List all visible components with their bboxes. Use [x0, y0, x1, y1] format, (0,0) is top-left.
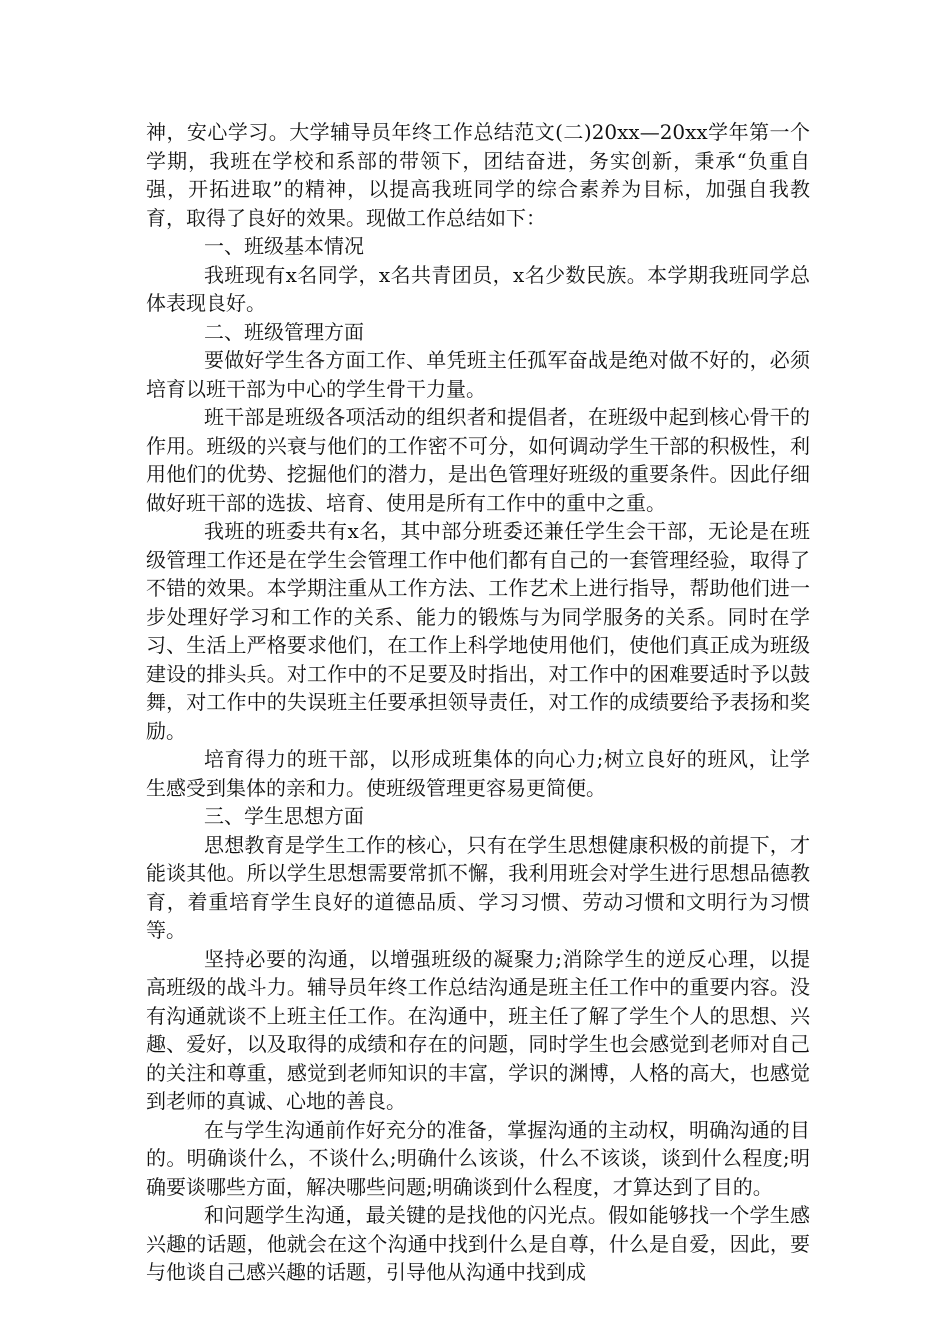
paragraph-thought-4: 和问题学生沟通，最关键的是找他的闪光点。假如能够找一个学生感兴趣的话题，他就会在这个沟通中找到什么是自尊，什么是自爱，因此，要与他谈自己感兴趣的话题，引导他从沟通中找到成: [146, 1203, 810, 1284]
section-heading-class-management: 二、班级管理方面: [204, 319, 364, 344]
section-heading-student-thought: 三、学生思想方面: [204, 804, 364, 828]
paragraph-management-4: 培育得力的班干部，以形成班集体的向心力;树立良好的班风，让学生感受到集体的亲和力。使班级管理更容易更简便。: [146, 747, 810, 800]
paragraph-thought-3: 在与学生沟通前作好充分的准备，掌握沟通的主动权，明确沟通的目的。明确谈什么，不谈什么;明确什么该谈，什么不该谈，谈到什么程度;明确要谈哪些方面，解决哪些问题;明确谈到什么程度，才算达到了目的。: [146, 1117, 810, 1199]
paragraph-thought-1: 思想教育是学生工作的核心，只有在学生思想健康积极的前提下，才能谈其他。所以学生思想需要常抓不懈，我利用班会对学生进行思想品德教育，着重培育学生良好的道德品质、学习习惯、劳动习惯和文明行为习惯等。: [146, 832, 810, 942]
paragraph-thought-2: 坚持必要的沟通，以增强班级的凝聚力;消除学生的逆反心理，以提高班级的战斗力。辅导员年终工作总结沟通是班主任工作中的重要内容。没有沟通就谈不上班主任工作。在沟通中，班主任了解了学生个人的思想、兴趣、爱好，以及取得的成绩和存在的问题，同时学生也会感觉到老师对自己的关注和尊重，感觉到老师知识的丰富，学识的渊博，人格的高大，也感觉到老师的真诚、心地的善良。: [146, 946, 810, 1113]
document-body: [146, 118, 810, 1287]
paragraph-management-2: 班干部是班级各项活动的组织者和提倡者，在班级中起到核心骨干的作用。班级的兴衰与他们的工作密不可分，如何调动学生干部的积极性，利用他们的优势、挖掘他们的潜力，是出色管理好班级的重要条件。因此仔细做好班干部的选拔、培育、使用是所有工作中的重中之重。: [146, 405, 810, 515]
paragraph-management-1: 要做好学生各方面工作、单凭班主任孤军奋战是绝对做不好的，必须培育以班干部为中心的学生骨干力量。: [146, 348, 810, 401]
section-heading-class-basics: 一、班级基本情况: [204, 234, 364, 258]
paragraph-class-basics: 我班现有x名同学，x名共青团员，x名少数民族。本学期我班同学总体表现良好。: [146, 262, 810, 315]
paragraph-intro: 神，安心学习。大学辅导员年终工作总结范文(二)20xx—20xx学年第一个学期，我班在学校和系部的带领下，团结奋进，务实创新，秉承“负重自强，开拓进取”的精神，以提高我班同学的综合素养为目标，加强自我教育，取得了良好的效果。现做工作总结如下：: [146, 120, 810, 230]
paragraph-management-3: 我班的班委共有x名，其中部分班委还兼任学生会干部，无论是在班级管理工作还是在学生会管理工作中他们都有自己的一套管理经验，取得了不错的效果。本学期注重从工作方法、工作艺术上进行指导，帮助他们进一步处理好学习和工作的关系、能力的锻炼与为同学服务的关系。同时在学习、生活上严格要求他们，在工作上科学地使用他们，使他们真正成为班级建设的排头兵。对工作中的不足要及时指出，对工作中的困难要适时予以鼓舞，对工作中的失误班主任要承担领导责任，对工作的成绩要给予表扬和奖励。: [146, 519, 810, 743]
